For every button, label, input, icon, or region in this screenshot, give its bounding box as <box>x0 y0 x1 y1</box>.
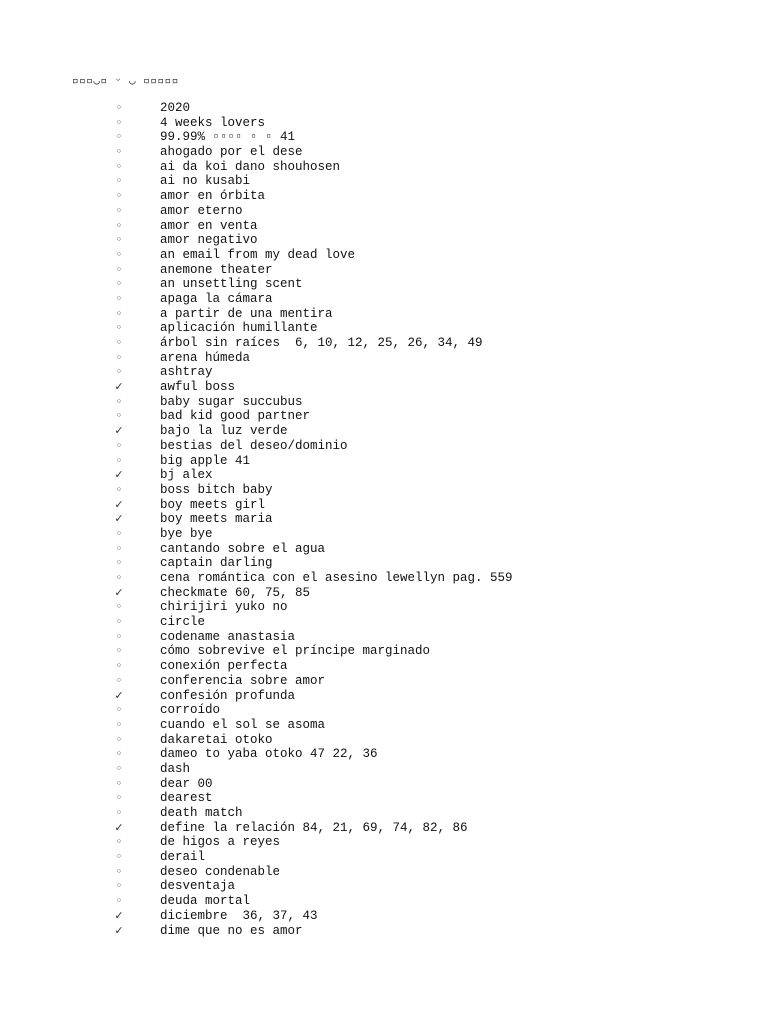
bullet-icon: ◦ <box>115 291 123 305</box>
title-list <box>0 101 768 938</box>
list-item-text: amor eterno <box>160 203 243 218</box>
list-item-text: amor negativo <box>160 233 258 248</box>
bullet-icon: ◦ <box>115 791 123 805</box>
checkmark-icon: ✓ <box>114 497 124 511</box>
list-item <box>0 160 768 175</box>
list-item-text: boy meets girl <box>160 497 266 512</box>
list-item-text: amor en venta <box>160 218 258 233</box>
list-item-text: deseo condenable <box>160 864 281 879</box>
bullet-icon: ◦ <box>115 409 123 423</box>
list-item-text: anemone theater <box>160 262 273 277</box>
list-item <box>0 879 768 894</box>
list-item <box>0 233 768 248</box>
list-item-text: an unsettling scent <box>160 277 303 292</box>
list-item-text: amor en órbita <box>160 189 266 204</box>
list-item <box>0 130 768 145</box>
list-item-text: bestias del deseo/dominio <box>160 438 348 453</box>
list-item-text: dash <box>160 761 191 776</box>
list-item <box>0 189 768 204</box>
list-item <box>0 219 768 234</box>
bullet-icon: ◦ <box>115 894 123 908</box>
bullet-icon: ◦ <box>115 571 123 584</box>
bullet-icon: ◦ <box>115 453 123 467</box>
list-item <box>0 630 768 645</box>
list-item <box>0 689 768 704</box>
list-item <box>0 321 768 336</box>
list-item <box>0 277 768 292</box>
list-item <box>0 733 768 748</box>
list-item <box>0 924 768 939</box>
list-item <box>0 762 768 777</box>
bullet-icon: ◦ <box>115 145 123 159</box>
checkmark-icon: ✓ <box>114 923 124 937</box>
bullet-icon: ◦ <box>115 321 123 335</box>
list-item-text: diciembre 36, 37, 43 <box>160 908 318 923</box>
list-item-text: cómo sobrevive el príncipe marginado <box>160 644 431 659</box>
list-item <box>0 365 768 380</box>
checkmark-icon: ✓ <box>114 585 124 599</box>
bullet-icon: ◦ <box>115 174 123 188</box>
list-item <box>0 615 768 630</box>
bullet-icon: ◦ <box>115 703 123 717</box>
bullet-icon: ◦ <box>115 747 123 761</box>
list-item-text: codename anastasia <box>160 629 296 644</box>
list-item-text: bye bye <box>160 526 213 541</box>
list-item <box>0 718 768 733</box>
list-item-text: deuda mortal <box>160 894 251 909</box>
bullet-icon: ◦ <box>115 761 123 775</box>
bullet-icon: ◦ <box>115 130 123 144</box>
bullet-icon: ◦ <box>115 644 123 658</box>
list-item <box>0 791 768 806</box>
list-item <box>0 351 768 366</box>
list-item-text: confesión profunda <box>160 688 296 703</box>
list-item-text: cuando el sol se asoma <box>160 717 326 732</box>
bullet-icon: ◦ <box>115 277 123 291</box>
bullet-icon: ◦ <box>115 615 123 629</box>
bullet-icon: ◦ <box>115 438 123 452</box>
list-item-text: big apple 41 <box>160 453 251 468</box>
list-item-text: awful boss <box>160 380 236 395</box>
bullet-icon: ◦ <box>115 218 123 232</box>
list-item-text: dakaretai otoko <box>160 732 273 747</box>
list-item-text: cantando sobre el agua <box>160 541 326 556</box>
list-item <box>0 292 768 307</box>
bullet-icon: ◦ <box>115 101 123 114</box>
list-item <box>0 894 768 909</box>
list-item-text: árbol sin raíces 6, 10, 12, 25, 26, 34, 49 <box>160 336 483 350</box>
list-item-text: dameo to yaba otoko 47 22, 36 <box>160 747 378 762</box>
list-item <box>0 674 768 689</box>
bullet-icon: ◦ <box>115 159 123 173</box>
list-item-text: boy meets maria <box>160 512 273 527</box>
page-title: ▫▫▫◡▫ ᵕ ◡ ▫▫▫▫▫ <box>72 74 179 87</box>
list-item <box>0 263 768 278</box>
bullet-icon: ◦ <box>115 879 123 893</box>
list-item-text: dime que no es amor <box>160 923 303 938</box>
list-item <box>0 556 768 571</box>
list-item-text: apaga la cámara <box>160 291 273 306</box>
bullet-icon: ◦ <box>115 556 123 570</box>
list-item <box>0 468 768 483</box>
list-item <box>0 542 768 557</box>
list-item-text: corroído <box>160 703 221 718</box>
bullet-icon: ◦ <box>115 629 123 643</box>
list-item <box>0 586 768 601</box>
checkmark-icon: ✓ <box>114 820 124 834</box>
checkmark-icon: ✓ <box>114 380 124 394</box>
bullet-icon: ◦ <box>115 835 123 849</box>
list-item <box>0 336 768 351</box>
bullet-icon: ◦ <box>115 115 123 129</box>
bullet-icon: ◦ <box>115 806 123 819</box>
list-item <box>0 703 768 718</box>
list-item-text: conexión perfecta <box>160 659 288 674</box>
list-item-text: bj alex <box>160 468 213 483</box>
list-item-text: baby sugar succubus <box>160 394 303 409</box>
bullet-icon: ◦ <box>115 350 123 364</box>
list-item <box>0 395 768 410</box>
bullet-icon: ◦ <box>115 717 123 731</box>
list-item <box>0 424 768 439</box>
list-item <box>0 600 768 615</box>
list-item <box>0 850 768 865</box>
list-item <box>0 116 768 131</box>
bullet-icon: ◦ <box>115 776 123 790</box>
list-item-text: a partir de una mentira <box>160 306 333 321</box>
bullet-icon: ◦ <box>115 233 123 247</box>
bullet-icon: ◦ <box>115 526 123 540</box>
list-item-text: 99.99% ▫▫▫▫ ▫ ▫ 41 <box>160 130 296 145</box>
list-item <box>0 527 768 542</box>
bullet-icon: ◦ <box>115 203 123 217</box>
list-item-text: ahogado por el dese <box>160 145 303 160</box>
list-item-text: conferencia sobre amor <box>160 673 326 688</box>
list-item <box>0 821 768 836</box>
checkmark-icon: ✓ <box>114 468 124 482</box>
list-item-text: boss bitch baby <box>160 482 273 497</box>
list-item-text: cena romántica con el asesino lewellyn pag. 559 <box>160 571 513 585</box>
list-item-text: bad kid good partner <box>160 409 311 424</box>
list-item <box>0 454 768 469</box>
list-item-text: desventaja <box>160 879 236 894</box>
list-item <box>0 380 768 395</box>
list-item-text: arena húmeda <box>160 350 251 365</box>
list-item <box>0 248 768 263</box>
list-item <box>0 806 768 821</box>
list-item-text: an email from my dead love <box>160 247 356 262</box>
bullet-icon: ◦ <box>115 189 123 203</box>
list-item-text: dearest <box>160 791 213 806</box>
list-item <box>0 174 768 189</box>
list-item <box>0 571 768 586</box>
list-item-text: checkmate 60, 75, 85 <box>160 585 311 600</box>
list-item <box>0 204 768 219</box>
bullet-icon: ◦ <box>115 673 123 687</box>
list-item-text: ashtray <box>160 365 213 380</box>
list-item-text: aplicación humillante <box>160 321 318 336</box>
list-item-text: ai da koi dano shouhosen <box>160 159 341 174</box>
bullet-icon: ◦ <box>115 365 123 379</box>
bullet-icon: ◦ <box>115 394 123 408</box>
list-item-text: chirijiri yuko no <box>160 600 288 615</box>
list-item <box>0 512 768 527</box>
list-item <box>0 865 768 880</box>
list-item-text: ai no kusabi <box>160 174 251 189</box>
bullet-icon: ◦ <box>115 659 123 673</box>
bullet-icon: ◦ <box>115 864 123 878</box>
checkmark-icon: ✓ <box>114 908 124 922</box>
list-item-text: bajo la luz verde <box>160 424 288 439</box>
list-item-text: define la relación 84, 21, 69, 74, 82, 86 <box>160 820 468 835</box>
list-item <box>0 307 768 322</box>
bullet-icon: ◦ <box>115 732 123 746</box>
list-item <box>0 659 768 674</box>
list-item <box>0 835 768 850</box>
bullet-icon: ◦ <box>115 247 123 261</box>
list-item-text: death match <box>160 806 243 820</box>
list-item-text: dear 00 <box>160 776 213 791</box>
bullet-icon: ◦ <box>115 262 123 276</box>
checkmark-icon: ✓ <box>114 424 124 438</box>
checkmark-icon: ✓ <box>114 688 124 702</box>
bullet-icon: ◦ <box>115 600 123 614</box>
list-item <box>0 747 768 762</box>
list-item-text: 4 weeks lovers <box>160 115 266 130</box>
list-item <box>0 777 768 792</box>
bullet-icon: ◦ <box>115 482 123 496</box>
bullet-icon: ◦ <box>115 541 123 555</box>
list-item <box>0 644 768 659</box>
list-item-text: derail <box>160 850 206 865</box>
list-item-text: 2020 <box>160 101 191 115</box>
list-item-text: de higos a reyes <box>160 835 281 850</box>
bullet-icon: ◦ <box>115 306 123 320</box>
checkmark-icon: ✓ <box>114 512 124 526</box>
list-item-text: circle <box>160 615 206 630</box>
list-item <box>0 101 768 116</box>
list-item <box>0 498 768 513</box>
list-item <box>0 145 768 160</box>
list-item <box>0 439 768 454</box>
list-item <box>0 409 768 424</box>
list-item <box>0 909 768 924</box>
list-item <box>0 483 768 498</box>
bullet-icon: ◦ <box>115 850 123 864</box>
list-item-text: captain darling <box>160 556 273 571</box>
bullet-icon: ◦ <box>115 336 123 349</box>
